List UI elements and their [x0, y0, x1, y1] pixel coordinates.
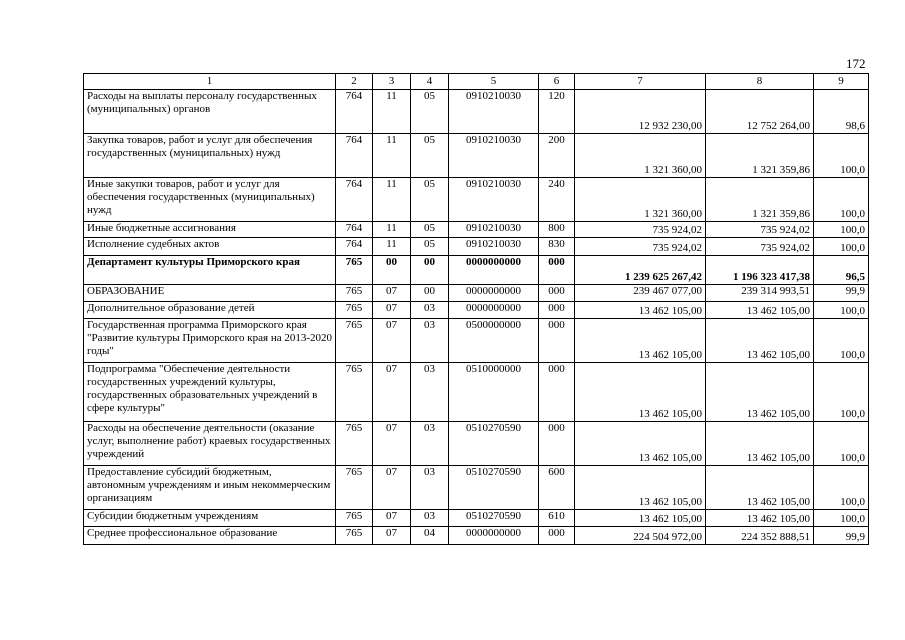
- budget-table: [83, 73, 869, 545]
- row-value-8: 13 462 105,00: [706, 510, 814, 527]
- row-code-6: 240: [539, 178, 575, 222]
- table-row: [84, 527, 869, 545]
- row-code-3: 07: [373, 319, 411, 363]
- row-value-9: 100,0: [814, 302, 869, 319]
- row-code-4: 03: [411, 422, 449, 466]
- row-code-4: 04: [411, 527, 449, 545]
- row-value-8: 1 321 359,86: [706, 178, 814, 222]
- row-code-5: 0510270590: [449, 510, 539, 527]
- row-code-5: 0000000000: [449, 285, 539, 302]
- row-code-3: 07: [373, 466, 411, 510]
- row-code-4: 05: [411, 178, 449, 222]
- table-row: [84, 302, 869, 319]
- row-name: Иные бюджетные ассигнования: [84, 222, 336, 238]
- row-code-5: 0510270590: [449, 466, 539, 510]
- row-value-7: 239 467 077,00: [575, 285, 706, 302]
- row-name: Подпрограмма "Обеспечение деятельности государственных учреждений культуры, государственных образовательных учреждений в сфере культуры": [84, 363, 336, 422]
- row-value-9: 100,0: [814, 363, 869, 422]
- row-value-9: 98,6: [814, 90, 869, 134]
- row-code-2: 765: [336, 319, 373, 363]
- row-value-8: 13 462 105,00: [706, 302, 814, 319]
- row-code-4: 03: [411, 302, 449, 319]
- row-value-9: 100,0: [814, 178, 869, 222]
- row-value-8: 13 462 105,00: [706, 466, 814, 510]
- page-number: 172: [846, 56, 866, 71]
- row-code-2: 764: [336, 238, 373, 256]
- row-code-3: 07: [373, 302, 411, 319]
- row-code-4: 03: [411, 319, 449, 363]
- row-code-2: 765: [336, 302, 373, 319]
- row-value-7: 13 462 105,00: [575, 302, 706, 319]
- table-row: [84, 134, 869, 178]
- row-name: Среднее профессиональное образование: [84, 527, 336, 545]
- table-row: [84, 90, 869, 134]
- header-cell-9: 9: [814, 74, 869, 90]
- row-name: Иные закупки товаров, работ и услуг для обеспечения государственных (муниципальных) нужд: [84, 178, 336, 222]
- row-code-4: 05: [411, 222, 449, 238]
- row-value-8: 13 462 105,00: [706, 422, 814, 466]
- row-value-8: 13 462 105,00: [706, 363, 814, 422]
- row-value-7: 13 462 105,00: [575, 363, 706, 422]
- row-value-9: 100,0: [814, 422, 869, 466]
- row-value-8: 1 321 359,86: [706, 134, 814, 178]
- header-cell-8: 8: [706, 74, 814, 90]
- row-code-5: 0910210030: [449, 238, 539, 256]
- row-code-6: 000: [539, 527, 575, 545]
- row-value-8: 12 752 264,00: [706, 90, 814, 134]
- row-value-8: 735 924,02: [706, 238, 814, 256]
- row-name: Закупка товаров, работ и услуг для обеспечения государственных (муниципальных) нужд: [84, 134, 336, 178]
- row-code-5: 0910210030: [449, 90, 539, 134]
- row-value-7: 13 462 105,00: [575, 510, 706, 527]
- row-code-6: 800: [539, 222, 575, 238]
- row-code-4: 03: [411, 510, 449, 527]
- table-row: [84, 363, 869, 422]
- row-value-8: 224 352 888,51: [706, 527, 814, 545]
- row-code-2: 765: [336, 422, 373, 466]
- row-value-9: 96,5: [814, 256, 869, 285]
- row-code-3: 07: [373, 363, 411, 422]
- row-value-9: 99,9: [814, 285, 869, 302]
- row-code-6: 120: [539, 90, 575, 134]
- row-code-6: 000: [539, 363, 575, 422]
- row-code-4: 05: [411, 90, 449, 134]
- row-value-7: 13 462 105,00: [575, 466, 706, 510]
- row-code-2: 765: [336, 285, 373, 302]
- row-value-9: 100,0: [814, 319, 869, 363]
- row-value-7: 1 239 625 267,42: [575, 256, 706, 285]
- row-code-3: 07: [373, 422, 411, 466]
- row-code-6: 610: [539, 510, 575, 527]
- row-value-8: 735 924,02: [706, 222, 814, 238]
- row-value-8: 1 196 323 417,38: [706, 256, 814, 285]
- row-code-2: 764: [336, 178, 373, 222]
- row-name: Субсидии бюджетным учреждениям: [84, 510, 336, 527]
- row-code-2: 764: [336, 90, 373, 134]
- row-code-3: 07: [373, 527, 411, 545]
- header-cell-2: 2: [336, 74, 373, 90]
- header-cell-5: 5: [449, 74, 539, 90]
- row-code-2: 765: [336, 466, 373, 510]
- row-code-3: 00: [373, 256, 411, 285]
- row-name: Департамент культуры Приморского края: [84, 256, 336, 285]
- header-cell-6: 6: [539, 74, 575, 90]
- row-code-5: 0910210030: [449, 178, 539, 222]
- row-name: Государственная программа Приморского края "Развитие культуры Приморского края на 2013-2020 годы": [84, 319, 336, 363]
- row-code-6: 600: [539, 466, 575, 510]
- table-row: [84, 319, 869, 363]
- row-name: Расходы на выплаты персоналу государственных (муниципальных) органов: [84, 90, 336, 134]
- row-code-6: 000: [539, 422, 575, 466]
- table-row: [84, 285, 869, 302]
- row-code-6: 000: [539, 319, 575, 363]
- row-value-8: 239 314 993,51: [706, 285, 814, 302]
- row-code-5: 0510270590: [449, 422, 539, 466]
- row-value-7: 13 462 105,00: [575, 319, 706, 363]
- row-code-4: 00: [411, 285, 449, 302]
- row-code-2: 764: [336, 222, 373, 238]
- row-value-9: 100,0: [814, 510, 869, 527]
- table-row: [84, 422, 869, 466]
- row-value-7: 224 504 972,00: [575, 527, 706, 545]
- row-code-6: 200: [539, 134, 575, 178]
- row-code-5: 0510000000: [449, 363, 539, 422]
- row-code-6: 000: [539, 285, 575, 302]
- table-row: [84, 178, 869, 222]
- row-code-4: 05: [411, 238, 449, 256]
- row-code-4: 05: [411, 134, 449, 178]
- row-code-2: 765: [336, 510, 373, 527]
- row-code-5: 0000000000: [449, 527, 539, 545]
- row-value-9: 100,0: [814, 466, 869, 510]
- table-row: [84, 238, 869, 256]
- header-cell-1: 1: [84, 74, 336, 90]
- row-code-3: 11: [373, 238, 411, 256]
- table-row: [84, 466, 869, 510]
- row-name: Расходы на обеспечение деятельности (оказание услуг, выполнение работ) краевых государственных учреждений: [84, 422, 336, 466]
- row-code-3: 07: [373, 510, 411, 527]
- row-code-6: 000: [539, 256, 575, 285]
- row-code-2: 765: [336, 527, 373, 545]
- row-code-3: 11: [373, 134, 411, 178]
- row-code-2: 765: [336, 363, 373, 422]
- row-code-6: 000: [539, 302, 575, 319]
- row-value-8: 13 462 105,00: [706, 319, 814, 363]
- header-cell-4: 4: [411, 74, 449, 90]
- row-code-5: 0000000000: [449, 256, 539, 285]
- row-value-9: 100,0: [814, 238, 869, 256]
- row-code-3: 07: [373, 285, 411, 302]
- row-value-7: 13 462 105,00: [575, 422, 706, 466]
- table-row: [84, 256, 869, 285]
- row-code-2: 764: [336, 134, 373, 178]
- row-value-7: 735 924,02: [575, 238, 706, 256]
- row-code-4: 03: [411, 466, 449, 510]
- row-code-3: 11: [373, 90, 411, 134]
- row-value-7: 12 932 230,00: [575, 90, 706, 134]
- header-row: [84, 74, 869, 90]
- row-code-5: 0910210030: [449, 222, 539, 238]
- row-value-9: 100,0: [814, 134, 869, 178]
- row-code-2: 765: [336, 256, 373, 285]
- row-code-4: 03: [411, 363, 449, 422]
- row-code-4: 00: [411, 256, 449, 285]
- row-name: ОБРАЗОВАНИЕ: [84, 285, 336, 302]
- row-name: Предоставление субсидий бюджетным, автономным учреждениям и иным некоммерческим организациям: [84, 466, 336, 510]
- table-row: [84, 222, 869, 238]
- row-value-7: 1 321 360,00: [575, 134, 706, 178]
- row-code-3: 11: [373, 222, 411, 238]
- row-value-7: 1 321 360,00: [575, 178, 706, 222]
- row-code-5: 0910210030: [449, 134, 539, 178]
- row-value-9: 100,0: [814, 222, 869, 238]
- table-row: [84, 510, 869, 527]
- row-value-9: 99,9: [814, 527, 869, 545]
- row-value-7: 735 924,02: [575, 222, 706, 238]
- row-code-5: 0000000000: [449, 302, 539, 319]
- row-code-3: 11: [373, 178, 411, 222]
- row-name: Исполнение судебных актов: [84, 238, 336, 256]
- row-code-5: 0500000000: [449, 319, 539, 363]
- row-name: Дополнительное образование детей: [84, 302, 336, 319]
- row-code-6: 830: [539, 238, 575, 256]
- header-cell-3: 3: [373, 74, 411, 90]
- header-cell-7: 7: [575, 74, 706, 90]
